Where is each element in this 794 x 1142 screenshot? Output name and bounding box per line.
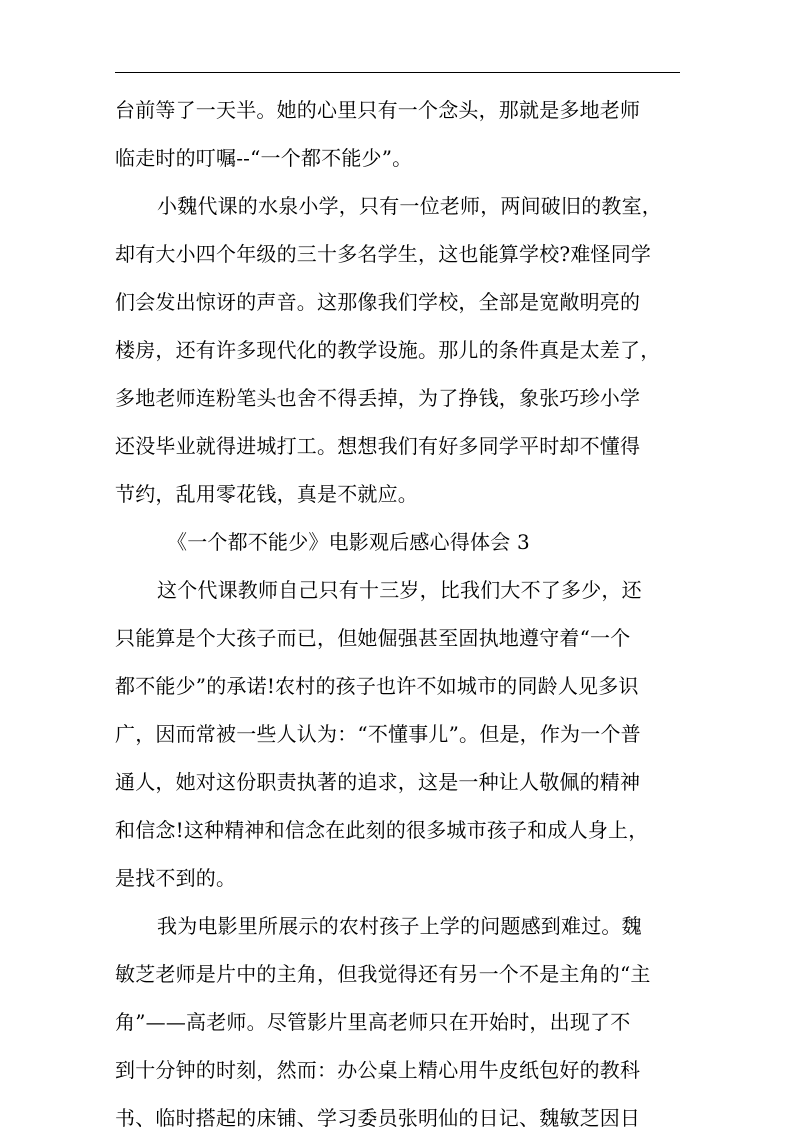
- text-line: 都不能少”的承诺!农村的孩子也许不如城市的同龄人见多识: [115, 674, 639, 698]
- text-line: 只能算是个大孩子而已，但她倔强甚至固执地遵守着“一个: [115, 626, 631, 650]
- text-line: 楼房，还有许多现代化的教学设施。那儿的条件真是太差了，: [115, 338, 661, 362]
- text-line: 书、临时搭起的床铺、学习委员张明仙的日记、魏敏芝因日: [115, 1106, 641, 1130]
- text-line: 是找不到的。: [115, 866, 237, 890]
- section-heading: 《一个都不能少》电影观后感心得体会 3: [167, 530, 530, 554]
- text-line: 节约，乱用零花钱，真是不就应。: [115, 482, 418, 506]
- text-line: 台前等了一天半。她的心里只有一个念头，那就是多地老师: [115, 98, 641, 122]
- text-line: 通人，她对这份职责执著的追求，这是一种让人敬佩的精神: [115, 770, 641, 794]
- text-line: 多地老师连粉笔头也舍不得丢掉，为了挣钱，象张巧珍小学: [115, 386, 641, 410]
- paragraph-start-line: 这个代课教师自己只有十三岁，比我们大不了多少，还: [157, 578, 642, 602]
- text-line: 敏芝老师是片中的主角，但我觉得还有另一个不是主角的“主: [115, 962, 651, 986]
- header-rule: [115, 72, 680, 73]
- paragraph-start-line: 小魏代课的水泉小学，只有一位老师，两间破旧的教室，: [157, 194, 662, 218]
- text-line: 们会发出惊讶的声音。这那像我们学校，全部是宽敞明亮的: [115, 290, 641, 314]
- text-line: 广，因而常被一些人认为：“不懂事儿”。但是，作为一个普: [115, 722, 641, 746]
- text-line: 角”——高老师。尽管影片里高老师只在开始时，出现了不: [115, 1010, 631, 1034]
- text-line: 还没毕业就得进城打工。想想我们有好多同学平时却不懂得: [115, 434, 641, 458]
- text-line: 临走时的叮嘱--“一个都不能少”。: [115, 146, 413, 170]
- text-line: 和信念!这种精神和信念在此刻的很多城市孩子和成人身上，: [115, 818, 649, 842]
- document-body: [115, 86, 680, 1142]
- paragraph-start-line: 我为电影里所展示的农村孩子上学的问题感到难过。魏: [157, 914, 642, 938]
- text-line: 到十分钟的时刻，然而：办公桌上精心用牛皮纸包好的教科: [115, 1058, 641, 1082]
- text-line: 却有大小四个年级的三十多名学生，这也能算学校?难怪同学: [115, 242, 652, 266]
